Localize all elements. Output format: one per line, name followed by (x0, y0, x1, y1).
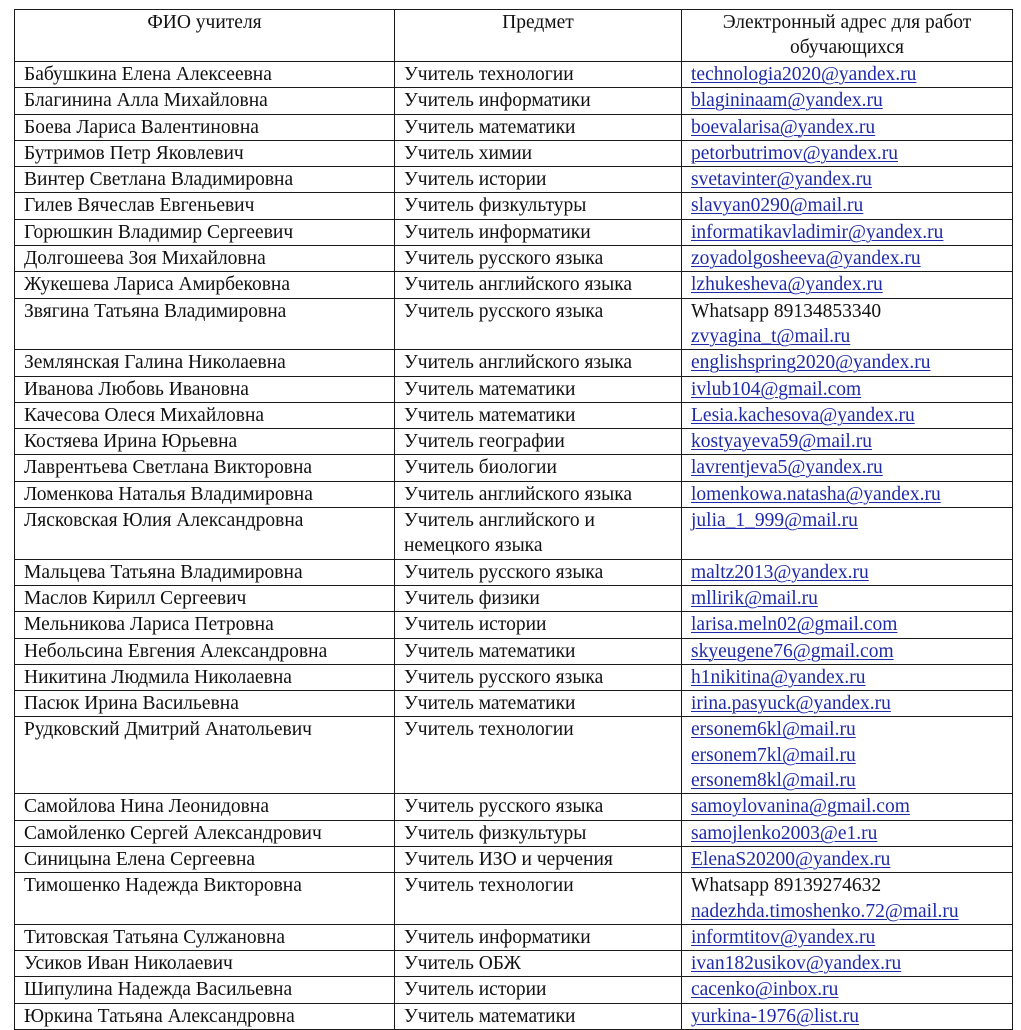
contact-cell (682, 455, 1013, 481)
teacher-subject: Учитель ИЗО и черчения (395, 846, 682, 872)
table-row (15, 977, 1013, 1003)
email-link[interactable]: ersonem7kl@mail.ru (691, 744, 856, 766)
contact-cell (682, 62, 1013, 88)
teacher-subject: Учитель ОБЖ (395, 951, 682, 977)
teacher-name: Синицына Елена Сергеевна (15, 846, 395, 872)
teacher-subject: Учитель английского и немецкого языка (395, 508, 682, 560)
teacher-name: Ломенкова Наталья Владимировна (15, 481, 395, 507)
email-link[interactable]: zoyadolgosheeva@yandex.ru (691, 248, 921, 270)
email-link[interactable]: informatikavladimir@yandex.ru (691, 221, 944, 243)
contact-cell (682, 664, 1013, 690)
contact-cell (682, 298, 1013, 350)
table-row (15, 246, 1013, 272)
email-link[interactable]: blagininaam@yandex.ru (691, 90, 883, 112)
teacher-subject: Учитель истории (395, 612, 682, 638)
teachers-table (14, 9, 1013, 1030)
contact-cell (682, 167, 1013, 193)
table-row (15, 508, 1013, 560)
table-row (15, 298, 1013, 350)
teacher-name: Благинина Алла Михайловна (15, 88, 395, 114)
table-row (15, 140, 1013, 166)
teacher-subject: Учитель математики (395, 376, 682, 402)
email-link[interactable]: lomenkowa.natasha@yandex.ru (691, 483, 941, 505)
teacher-subject: Учитель русского языка (395, 298, 682, 350)
table-row (15, 62, 1013, 88)
teacher-name: Боева Лариса Валентиновна (15, 114, 395, 140)
teacher-subject: Учитель технологии (395, 717, 682, 794)
table-row (15, 638, 1013, 664)
contact-cell (682, 88, 1013, 114)
teacher-name: Гилев Вячеслав Евгеньевич (15, 193, 395, 219)
header-name: ФИО учителя (15, 10, 395, 62)
teacher-name: Маслов Кирилл Сергеевич (15, 585, 395, 611)
table-header (15, 10, 1013, 62)
teacher-subject: Учитель русского языка (395, 794, 682, 820)
table-body (15, 62, 1013, 1030)
table-row (15, 402, 1013, 428)
teacher-subject: Учитель математики (395, 114, 682, 140)
table-row (15, 376, 1013, 402)
whatsapp-contact: Whatsapp 89139274632 (691, 875, 882, 897)
contact-cell (682, 1003, 1013, 1029)
table-row (15, 114, 1013, 140)
table-row (15, 455, 1013, 481)
teacher-subject: Учитель русского языка (395, 664, 682, 690)
contact-cell (682, 481, 1013, 507)
email-link[interactable]: Lesia.kachesova@yandex.ru (691, 404, 915, 426)
contact-cell (682, 691, 1013, 717)
table-row (15, 350, 1013, 376)
table-row (15, 820, 1013, 846)
contact-cell (682, 977, 1013, 1003)
teacher-subject: Учитель русского языка (395, 559, 682, 585)
teacher-name: Шипулина Надежда Васильевна (15, 977, 395, 1003)
contact-cell (682, 114, 1013, 140)
email-link[interactable]: skyeugene76@gmail.com (691, 640, 894, 662)
table-row (15, 846, 1013, 872)
email-link[interactable]: samoylovanina@gmail.com (691, 796, 910, 818)
email-link[interactable]: informtitov@yandex.ru (691, 926, 876, 948)
table-row (15, 794, 1013, 820)
whatsapp-contact: Whatsapp 89134853340 (691, 300, 882, 322)
contact-cell (682, 246, 1013, 272)
teacher-name: Звягина Татьяна Владимировна (15, 298, 395, 350)
teacher-name: Лаврентьева Светлана Викторовна (15, 455, 395, 481)
teacher-name: Жукешева Лариса Амирбековна (15, 272, 395, 298)
teacher-subject: Учитель математики (395, 691, 682, 717)
email-link[interactable]: larisa.meln02@gmail.com (691, 614, 898, 636)
email-link[interactable]: yurkina-1976@list.ru (691, 1005, 859, 1027)
email-link[interactable]: boevalarisa@yandex.ru (691, 116, 876, 138)
table-row (15, 1003, 1013, 1029)
email-link[interactable]: cacenko@inbox.ru (691, 979, 839, 1001)
teacher-name: Мельникова Лариса Петровна (15, 612, 395, 638)
teacher-subject: Учитель физкультуры (395, 820, 682, 846)
email-link[interactable]: mllirik@mail.ru (691, 587, 818, 609)
contact-cell (682, 219, 1013, 245)
table-row (15, 585, 1013, 611)
table-row (15, 481, 1013, 507)
teacher-name: Бутримов Петр Яковлевич (15, 140, 395, 166)
email-link[interactable]: julia_1_999@mail.ru (691, 510, 858, 532)
teacher-subject: Учитель математики (395, 402, 682, 428)
teacher-subject: Учитель информатики (395, 219, 682, 245)
teacher-subject: Учитель биологии (395, 455, 682, 481)
table-row (15, 429, 1013, 455)
contact-cell (682, 794, 1013, 820)
email-link[interactable]: ersonem8kl@mail.ru (691, 770, 856, 792)
table-row (15, 612, 1013, 638)
email-link[interactable]: ivan182usikov@yandex.ru (691, 953, 902, 975)
email-link[interactable]: zvyagina_t@mail.ru (691, 325, 851, 347)
contact-cell (682, 140, 1013, 166)
teacher-subject: Учитель истории (395, 977, 682, 1003)
email-link[interactable]: englishspring2020@yandex.ru (691, 352, 931, 374)
email-link[interactable]: lavrentjeva5@yandex.ru (691, 457, 883, 479)
teacher-name: Титовская Татьяна Сулжановна (15, 924, 395, 950)
table-row (15, 924, 1013, 950)
contact-cell (682, 846, 1013, 872)
teacher-subject: Учитель физики (395, 585, 682, 611)
email-link[interactable]: petorbutrimov@yandex.ru (691, 142, 898, 164)
contact-cell (682, 350, 1013, 376)
teacher-name: Самойлова Нина Леонидовна (15, 794, 395, 820)
email-link[interactable]: technologia2020@yandex.ru (691, 64, 917, 85)
teacher-name: Никитина Людмила Николаевна (15, 664, 395, 690)
teacher-subject: Учитель информатики (395, 924, 682, 950)
contact-cell (682, 272, 1013, 298)
table-row (15, 88, 1013, 114)
contact-cell (682, 717, 1013, 794)
email-link[interactable]: samojlenko2003@e1.ru (691, 822, 878, 844)
email-link[interactable]: nadezhda.timoshenko.72@mail.ru (691, 900, 959, 922)
contact-cell (682, 638, 1013, 664)
contact-cell (682, 585, 1013, 611)
table-row (15, 691, 1013, 717)
teacher-subject: Учитель английского языка (395, 350, 682, 376)
teacher-subject: Учитель химии (395, 140, 682, 166)
email-link[interactable]: irina.pasyuck@yandex.ru (691, 693, 891, 715)
email-link[interactable]: ivlub104@gmail.com (691, 378, 862, 400)
table-row (15, 193, 1013, 219)
teacher-subject: Учитель географии (395, 429, 682, 455)
teacher-name: Лясковская Юлия Александровна (15, 508, 395, 560)
teacher-name: Землянская Галина Николаевна (15, 350, 395, 376)
teacher-name: Горюшкин Владимир Сергеевич (15, 219, 395, 245)
teacher-name: Небольсина Евгения Александровна (15, 638, 395, 664)
email-link[interactable]: ElenaS20200@yandex.ru (691, 848, 891, 870)
teacher-name: Самойленко Сергей Александрович (15, 820, 395, 846)
contact-cell (682, 951, 1013, 977)
teacher-subject: Учитель физкультуры (395, 193, 682, 219)
contact-cell (682, 193, 1013, 219)
header-email: Электронный адрес для работ обучающихся (682, 10, 1013, 62)
teacher-name: Пасюк Ирина Васильевна (15, 691, 395, 717)
contact-cell (682, 429, 1013, 455)
contact-cell (682, 376, 1013, 402)
header-row (15, 10, 1013, 62)
contact-cell (682, 559, 1013, 585)
email-link[interactable]: svetavinter@yandex.ru (691, 169, 872, 191)
email-link[interactable]: slavyan0290@mail.ru (691, 195, 864, 217)
teacher-subject: Учитель английского языка (395, 481, 682, 507)
contact-cell (682, 820, 1013, 846)
table-row (15, 873, 1013, 925)
contact-cell (682, 508, 1013, 560)
contact-cell (682, 924, 1013, 950)
table-row (15, 272, 1013, 298)
teacher-name: Качесова Олеся Михайловна (15, 402, 395, 428)
teacher-name: Усиков Иван Николаевич (15, 951, 395, 977)
table-row (15, 664, 1013, 690)
email-link[interactable]: maltz2013@yandex.ru (691, 561, 869, 583)
email-link[interactable]: ersonem6kl@mail.ru (691, 719, 856, 741)
email-link[interactable]: h1nikitina@yandex.ru (691, 666, 866, 688)
teacher-subject: Учитель английского языка (395, 272, 682, 298)
teacher-name: Бабушкина Елена Алексеевна (15, 62, 395, 88)
teacher-subject: Учитель истории (395, 167, 682, 193)
contact-cell (682, 612, 1013, 638)
teacher-name: Иванова Любовь Ивановна (15, 376, 395, 402)
email-link[interactable]: kostyayeva59@mail.ru (691, 431, 872, 453)
teacher-subject: Учитель информатики (395, 88, 682, 114)
teacher-name: Мальцева Татьяна Владимировна (15, 559, 395, 585)
teacher-subject: Учитель русского языка (395, 246, 682, 272)
teacher-name: Костяева Ирина Юрьевна (15, 429, 395, 455)
teacher-subject: Учитель математики (395, 1003, 682, 1029)
teacher-name: Винтер Светлана Владимировна (15, 167, 395, 193)
email-link[interactable]: lzhukesheva@yandex.ru (691, 274, 883, 296)
teacher-subject: Учитель технологии (395, 62, 682, 88)
teacher-name: Тимошенко Надежда Викторовна (15, 873, 395, 925)
contact-cell (682, 402, 1013, 428)
table-row (15, 717, 1013, 794)
teacher-name: Долгошеева Зоя Михайловна (15, 246, 395, 272)
table-row (15, 219, 1013, 245)
table-row (15, 951, 1013, 977)
teacher-subject: Учитель технологии (395, 873, 682, 925)
table-row (15, 559, 1013, 585)
teacher-subject: Учитель математики (395, 638, 682, 664)
contact-cell (682, 873, 1013, 925)
table-row (15, 167, 1013, 193)
header-subject: Предмет (395, 10, 682, 62)
teacher-name: Юркина Татьяна Александровна (15, 1003, 395, 1029)
teacher-name: Рудковский Дмитрий Анатольевич (15, 717, 395, 794)
